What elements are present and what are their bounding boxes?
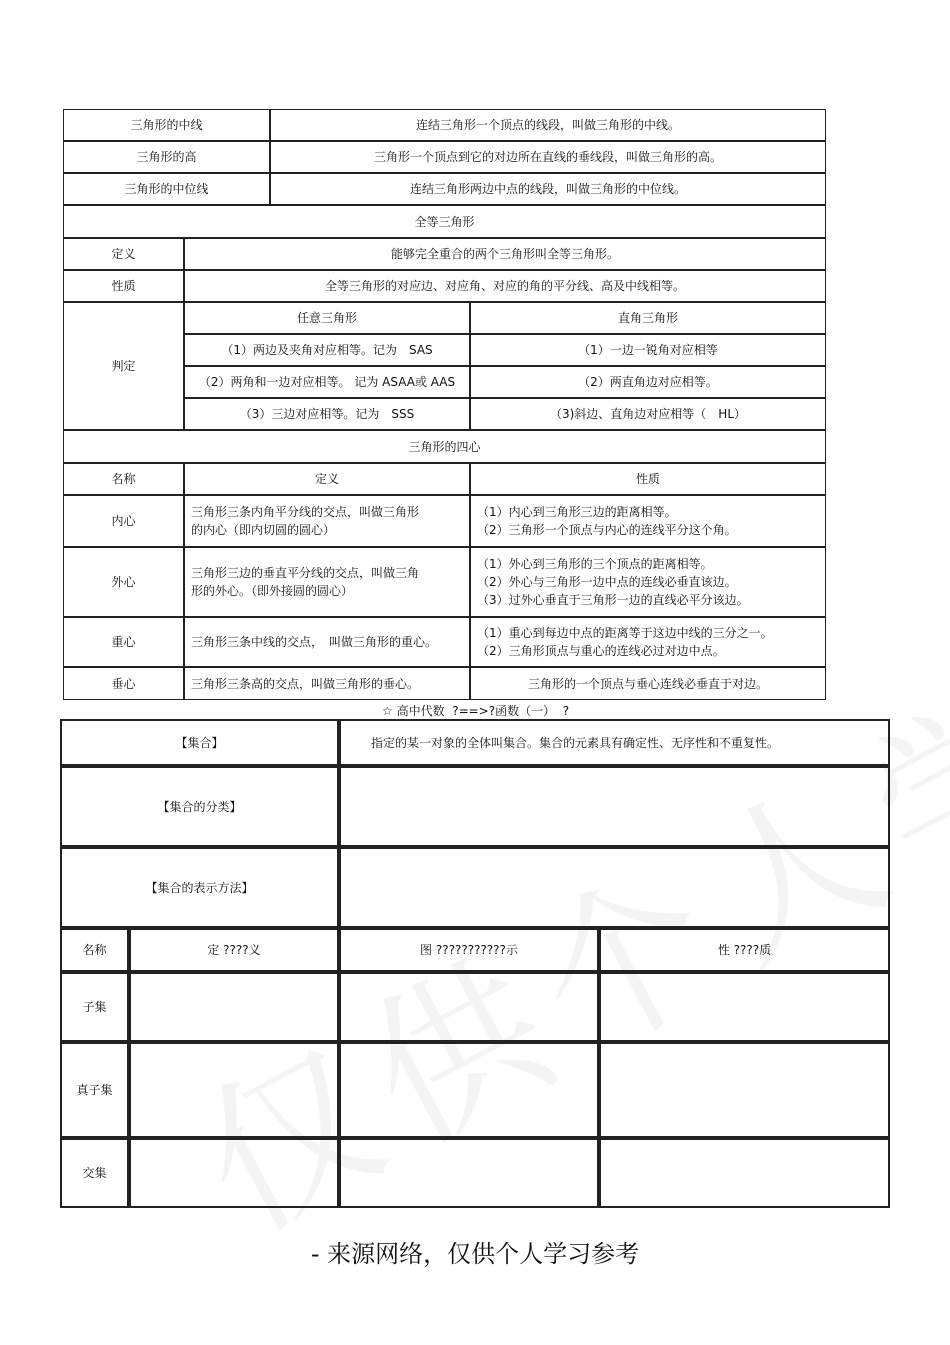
circumcenter-prop: （1）外心到三角形的三个顶点的距离相等。 （2）外心与三角形一边中点的连线必垂直该边。 （3）过外心垂直于三角形一边的直线必平分该边。 [470, 547, 826, 617]
term-altitude: 三角形的高 [63, 141, 270, 173]
subset-diagram [339, 972, 599, 1042]
orthocenter-def: 三角形三条高的交点，叫做三角形的垂心。 [184, 667, 470, 700]
proper-subset-name: 真子集 [60, 1042, 129, 1138]
subset-def [129, 972, 339, 1042]
orthocenter-name: 垂心 [63, 667, 184, 700]
proper-subset-def [129, 1042, 339, 1138]
centroid-name: 重心 [63, 617, 184, 667]
rule-hl: （3)斜边、直角边对应相等（ HL） [470, 398, 826, 430]
congruent-definition-label: 定义 [63, 238, 184, 270]
def-altitude: 三角形一个顶点到它的对边所在直线的垂线段，叫做三角形的高。 [270, 141, 826, 173]
subset-prop [599, 972, 890, 1042]
congruent-property-label: 性质 [63, 270, 184, 302]
centroid-prop: （1）重心到每边中点的距离等于这边中线的三分之一。 （2）三角形顶点与重心的连线必过对边中点。 [470, 617, 826, 667]
rule-sss: （3）三边对应相等。记为 SSS [184, 398, 470, 430]
centers-header-name: 名称 [63, 463, 184, 495]
incenter-def: 三角形三条内角平分线的交点，叫做三角形 的内心（即内切圆的圆心） [184, 495, 470, 547]
congruent-property: 全等三角形的对应边、对应角、对应的角的平分线、高及中线相等。 [184, 270, 826, 302]
rule-sas: （1）两边及夹角对应相等。记为 SAS [184, 334, 470, 366]
intersection-prop [599, 1138, 890, 1208]
def-median: 连结三角形一个顶点的线段，叫做三角形的中线。 [270, 109, 826, 141]
set-represent-label: 【集合的表示方法】 [60, 847, 339, 928]
incenter-prop: （1）内心到三角形三边的距离相等。 （2）三角形一个顶点与内心的连线平分这个角。 [470, 495, 826, 547]
term-median: 三角形的中线 [63, 109, 270, 141]
any-triangle-header: 任意三角形 [184, 302, 470, 334]
centers-title: 三角形的四心 [63, 430, 826, 463]
footer-note: - 来源网络，仅供个人学习参考 [310, 1240, 640, 1268]
sets-header-def: 定 ????义 [129, 928, 339, 972]
circumcenter-name: 外心 [63, 547, 184, 617]
centroid-def: 三角形三条中线的交点， 叫做三角形的重心。 [184, 617, 470, 667]
set-label: 【集合】 [60, 719, 339, 766]
set-represent-content [339, 847, 890, 928]
rule-right-1: （1）一边一锐角对应相等 [470, 334, 826, 366]
algebra-caption: ☆ 高中代数 ?==>?函数（一） ? [382, 704, 570, 718]
set-classify-content [339, 766, 890, 847]
set-definition: 指定的某一对象的全体叫集合。集合的元素具有确定性、无序性和不重复性。 [339, 719, 890, 766]
sets-header-prop: 性 ????质 [599, 928, 890, 972]
intersection-name: 交集 [60, 1138, 129, 1208]
congruent-title: 全等三角形 [63, 205, 826, 238]
congruent-judge-label: 判定 [63, 302, 184, 430]
centers-header-prop: 性质 [470, 463, 826, 495]
sets-header-name: 名称 [60, 928, 129, 972]
right-triangle-header: 直角三角形 [470, 302, 826, 334]
centers-header-def: 定义 [184, 463, 470, 495]
congruent-definition: 能够完全重合的两个三角形叫全等三角形。 [184, 238, 826, 270]
circumcenter-def: 三角形三边的垂直平分线的交点，叫做三角 形的外心。（即外接圆的圆心） [184, 547, 470, 617]
def-midline: 连结三角形两边中点的线段，叫做三角形的中位线。 [270, 173, 826, 205]
proper-subset-prop [599, 1042, 890, 1138]
rule-asa: （2）两角和一边对应相等。 记为 ASAA或 AAS [184, 366, 470, 398]
intersection-def [129, 1138, 339, 1208]
orthocenter-prop: 三角形的一个顶点与垂心连线必垂直于对边。 [470, 667, 826, 700]
term-midline: 三角形的中位线 [63, 173, 270, 205]
intersection-diagram [339, 1138, 599, 1208]
subset-name: 子集 [60, 972, 129, 1042]
rule-right-2: （2）两直角边对应相等。 [470, 366, 826, 398]
incenter-name: 内心 [63, 495, 184, 547]
set-classify-label: 【集合的分类】 [60, 766, 339, 847]
proper-subset-diagram [339, 1042, 599, 1138]
sets-header-diagram: 图 ???????????示 [339, 928, 599, 972]
